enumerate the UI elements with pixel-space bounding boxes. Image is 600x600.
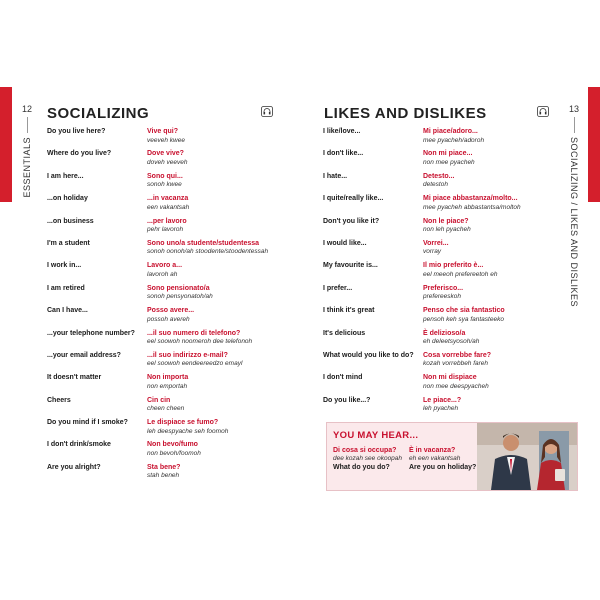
phrase-row [47,262,287,284]
pronunciation: lavoroh ah [147,270,178,278]
english-phrase: I think it's great [323,307,375,315]
page-number: 12 [21,104,32,114]
phrase-list [47,128,287,486]
left-side-strip [20,104,34,198]
english-phrase: What do you do? [333,464,390,471]
english-phrase: What would you like to do? [323,351,414,359]
italian-phrase: Dove vive? [147,150,184,158]
english-phrase: ...on business [47,217,94,225]
pronunciation: stah beneh [147,472,180,480]
page-number: 13 [568,104,579,114]
section-title: LIKES AND DISLIKES [324,105,487,122]
italian-phrase: Lavoro a... [147,262,183,270]
english-phrase: It's delicious [323,329,366,337]
pronunciation: non leh pyacheh [423,226,471,234]
english-phrase: I don't drink/smoke [47,441,111,449]
phrase-row [323,352,563,374]
english-phrase: I am here... [47,172,84,180]
phrase-list [323,128,563,419]
italian-phrase: Cosa vorrebbe fare? [423,351,492,359]
pronunciation: non mee deespyacheh [423,382,489,390]
english-phrase: Don't you like it? [323,217,380,225]
italian-phrase: Cin cin [147,396,171,404]
pronunciation: dee kozah see okoopah [333,455,403,462]
phrase-row [47,128,287,150]
pronunciation: pehr lavoroh [147,226,184,234]
phrase-row [323,150,563,172]
phrase-row [47,419,287,441]
phrase-row [323,307,563,329]
phrase-row [47,240,287,262]
italian-phrase: Non bevo/fumo [147,441,198,449]
pronunciation: sonoh kwee [147,181,182,189]
italian-phrase: ...il suo numero di telefono? [147,329,241,337]
section-title: SOCIALIZING [47,105,150,122]
pronunciation: detestoh [423,181,448,189]
chapter-tab-marker [0,87,12,202]
english-phrase: I don't like... [323,150,364,158]
italian-phrase: ...in vacanza [147,195,189,203]
english-phrase: Cheers [47,396,71,404]
italian-phrase: Le piace...? [423,396,462,404]
right-page [300,0,600,600]
english-phrase: I am retired [47,284,85,292]
divider [27,117,28,133]
pronunciation: cheen cheen [147,405,185,413]
phrase-row [323,285,563,307]
italian-phrase: ...il suo indirizzo e-mail? [147,351,228,359]
english-phrase: Can I have... [47,307,88,315]
italian-phrase: Posso avere... [147,307,195,315]
headphones-icon [537,106,549,117]
pronunciation: veeveh kwee [147,136,185,144]
pronunciation: sonoh oonoh/ah stoodente/stoodentessah [147,248,269,256]
pronunciation: prefereeskoh [423,293,461,301]
phrase-row [47,218,287,240]
pronunciation: eel meeoh prefereetoh eh [423,270,498,278]
italian-phrase: Vorrei... [423,239,449,247]
italian-phrase: Penso che sia fantastico [423,307,505,315]
english-phrase: ...on holiday [47,195,88,203]
chapter-label: SOCIALIZING / LIKES AND DISLIKES [569,137,579,308]
italian-phrase: È delizioso/a [423,329,466,337]
english-phrase: Where do you live? [47,150,112,158]
divider [574,117,575,133]
pronunciation: non mee pyacheh [423,158,475,166]
pronunciation: eel soowoh noomeroh dee telefonoh [147,338,253,346]
italian-phrase: Detesto... [423,172,455,180]
pronunciation: sonoh pensyonatoh/ah [147,293,213,301]
pronunciation: possoh avereh [147,315,190,323]
italian-phrase: È in vacanza? [409,447,456,454]
english-phrase: I would like... [323,239,367,247]
pronunciation: doveh veeveh [147,158,188,166]
phrase-row [47,374,287,396]
hear-item [409,447,476,471]
phrase-row [323,240,563,262]
english-phrase: Are you alright? [47,463,101,471]
phrase-row [323,195,563,217]
english-phrase: I'm a student [47,239,90,247]
phrase-row [47,173,287,195]
english-phrase: My favourite is... [323,262,378,270]
english-phrase: It doesn't matter [47,374,102,382]
phrase-row [323,218,563,240]
english-phrase: I work in... [47,262,82,270]
english-phrase: I prefer... [323,284,353,292]
italian-phrase: Non mi piace... [423,150,473,158]
phrase-row [47,195,287,217]
pronunciation: een vakantsah [147,203,190,211]
italian-phrase: Non mi dispiace [423,374,477,382]
italian-phrase: Non importa [147,374,189,382]
phrase-row [323,374,563,396]
italian-phrase: Mi piace/adoro... [423,128,478,135]
phrase-row [323,128,563,150]
english-phrase: I hate... [323,172,348,180]
english-phrase: I don't mind [323,374,363,382]
italian-phrase: Il mio preferito è... [423,262,484,270]
pronunciation: non bevoh/foomoh [147,449,201,457]
italian-phrase: Sono pensionato/a [147,284,210,292]
italian-phrase: ...per lavoro [147,217,187,225]
pronunciation: mee pyacheh abbastantsa/moltoh [423,203,521,211]
english-phrase: ...your telephone number? [47,329,135,337]
chapter-tab-marker [588,87,600,202]
italian-phrase: Sono qui... [147,172,183,180]
phrase-row [47,330,287,352]
english-phrase: I like/love... [323,128,361,135]
chapter-label: ESSENTIALS [22,137,32,198]
phrase-row [47,150,287,172]
people-photo [477,423,577,490]
italian-phrase: Sta bene? [147,463,181,471]
italian-phrase: Mi piace abbastanza/molto... [423,195,518,203]
italian-phrase: Sono uno/a studente/studentessa [147,239,260,247]
italian-phrase: Le dispiace se fumo? [147,419,219,427]
english-phrase: Do you live here? [47,128,106,135]
italian-phrase: Non le piace? [423,217,469,225]
phrase-row [323,397,563,419]
pronunciation: leh deespyache seh foomoh [147,427,229,435]
phrase-row [47,441,287,463]
english-phrase: Do you mind if I smoke? [47,419,128,427]
pronunciation: pensoh keh sya fantasteeko [423,315,504,323]
pronunciation: leh pyacheh [423,405,459,413]
phrase-row [47,464,287,486]
pronunciation: eh een vakantsah [409,455,461,462]
hear-item [333,447,402,471]
english-phrase: ...your email address? [47,351,121,359]
phrase-row [323,173,563,195]
italian-phrase: Vive qui? [147,128,178,135]
pronunciation: eel soowoh eendeereedzo emayl [147,360,243,368]
you-may-hear-box [326,422,578,491]
phrase-row [47,285,287,307]
pronunciation: non emportah [147,382,188,390]
english-phrase: I quite/really like... [323,195,384,203]
phrase-row [323,262,563,284]
pronunciation: eh deleetsyosoh/ah [423,338,480,346]
pronunciation: mee pyacheh/adoroh [423,136,485,144]
italian-phrase: Di cosa si occupa? [333,447,397,454]
pronunciation: vorray [423,248,442,256]
headphones-icon [261,106,273,117]
phrase-row [47,397,287,419]
english-phrase: Are you on holiday? [409,464,477,471]
pronunciation: kozah vorrebbeh fareh [423,360,489,368]
phrase-row [47,307,287,329]
phrase-row [47,352,287,374]
phrase-row [323,330,563,352]
english-phrase: Do you like...? [323,396,371,404]
italian-phrase: Preferisco... [423,284,464,292]
right-side-strip [567,104,581,307]
you-may-hear-title: YOU MAY HEAR... [333,430,419,441]
